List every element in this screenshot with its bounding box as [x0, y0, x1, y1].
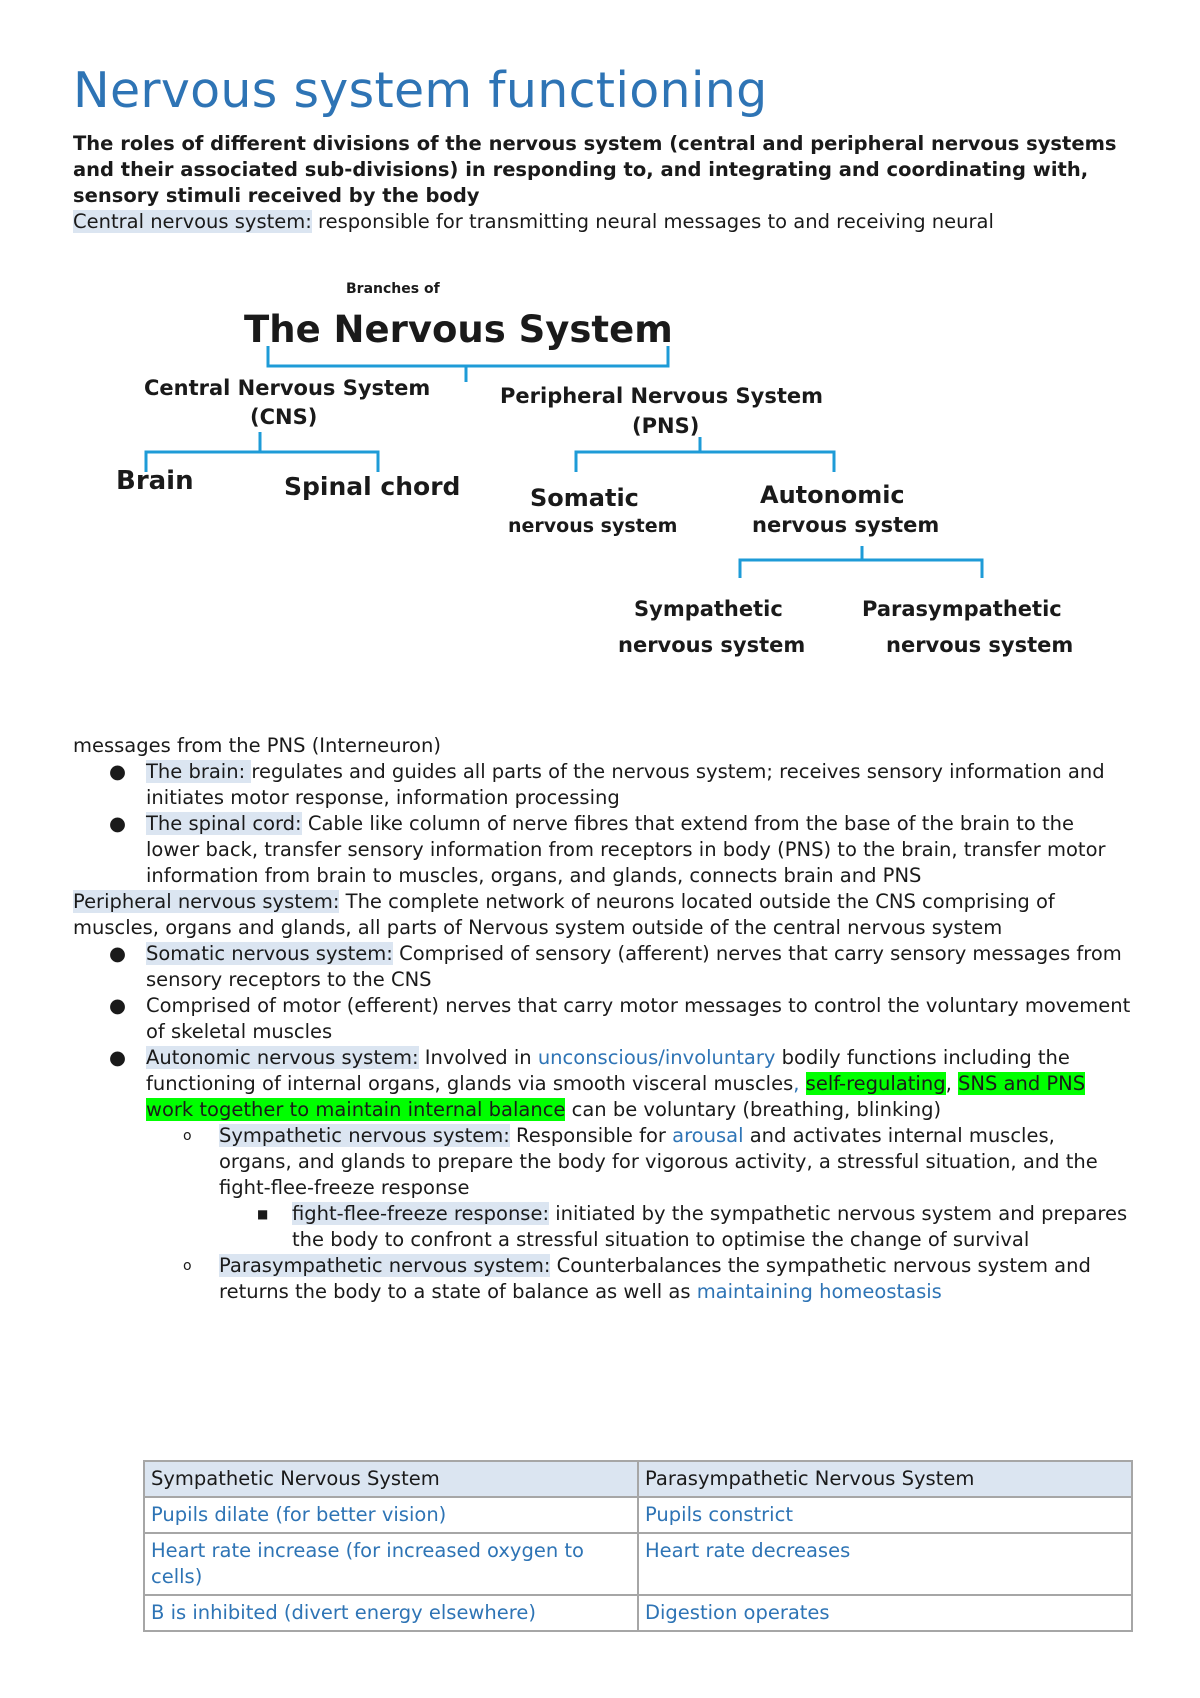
- diagram-sympathetic-2: nervous system: [618, 633, 806, 657]
- brain-text: regulates and guides all parts of the nervous system; receives sensory information and initiates motor response, information processing: [146, 760, 1105, 809]
- page-header: [73, 62, 1133, 235]
- table-row: [144, 1595, 1132, 1631]
- pns-text: The complete network of neurons located outside the CNS comprising of muscles, organs and glands, all parts of Nervous system outside of the central nervous system: [73, 890, 1055, 939]
- table-header-row: [144, 1461, 1132, 1497]
- autonomic-highlight-balance: SNS and PNS work together to maintain internal balance: [146, 1072, 1086, 1121]
- tree-line-pns: [576, 437, 834, 472]
- diagram-somatic-1: Somatic: [530, 484, 639, 512]
- diagram-title: The Nervous System: [244, 308, 673, 351]
- bullet-icon: ●: [109, 994, 127, 1017]
- diagram-pns-abbr: (PNS): [632, 414, 700, 438]
- page-subtitle: The roles of different divisions of the nervous system (central and peripheral nervous systems and their associated sub-divisions) in responding to, and integrating and coordinating with, sensory stimuli received by the body: [73, 131, 1117, 207]
- fff-label: fight-flee-freeze response:: [292, 1202, 550, 1225]
- cns-label: Central nervous system:: [73, 209, 312, 233]
- pns-paragraph: [73, 889, 1133, 941]
- diagram-somatic-2: nervous system: [508, 515, 678, 537]
- diagram-parasympathetic-1: Parasympathetic: [862, 597, 1062, 621]
- pns-label: Peripheral nervous system:: [73, 890, 340, 913]
- cns-paragraph-continued: messages from the PNS (Interneuron): [73, 734, 441, 757]
- table-row: [144, 1497, 1132, 1533]
- table-cell: Heart rate decreases: [638, 1533, 1132, 1595]
- list-item-spinal-cord: [73, 811, 1133, 889]
- somatic-text: Comprised of sensory (afferent) nerves that carry sensory messages from sensory receptors to the CNS: [146, 942, 1122, 991]
- diagram-sympathetic-1: Sympathetic: [634, 597, 783, 621]
- page-title: Nervous system functioning: [73, 62, 768, 119]
- list-item-sympathetic: [73, 1123, 1133, 1201]
- parasympathetic-label: Parasympathetic nervous system:: [219, 1254, 551, 1277]
- spinal-label: The spinal cord:: [146, 812, 302, 835]
- list-item-motor: [73, 993, 1133, 1045]
- comparison-table: [143, 1460, 1133, 1632]
- table-header-cell: Sympathetic Nervous System: [144, 1461, 638, 1497]
- tree-line-autonomic: [740, 546, 982, 578]
- list-item-somatic: [73, 941, 1133, 993]
- diagram-brain: Brain: [116, 466, 194, 496]
- diagram-pns: Peripheral Nervous System: [500, 384, 823, 408]
- autonomic-text-1: Involved in: [418, 1046, 538, 1069]
- diagram-parasympathetic-2: nervous system: [886, 633, 1074, 657]
- sympathetic-text-2: and activates internal muscles, organs, and glands to prepare the body for vigorous activity, a stressful situation, and the fight-flee-freeze response: [219, 1124, 1098, 1199]
- spinal-text: Cable like column of nerve fibres that extend from the base of the brain to the lower back, transfer sensory information from receptors in body (PNS) to the brain, transfer motor information from brain to muscles, organs, and glands, connects brain and PNS: [146, 812, 1106, 887]
- list-item-fight-flee-freeze: [73, 1201, 1133, 1253]
- diagram-spinal: Spinal chord: [284, 472, 461, 501]
- diagram-caption: Branches of: [346, 281, 440, 297]
- table-cell: Heart rate increase (for increased oxygen to cells): [144, 1533, 638, 1595]
- autonomic-text-3: ,: [945, 1072, 958, 1095]
- autonomic-highlight-self-regulating: self-regulating: [805, 1072, 946, 1095]
- bullet-icon: ●: [109, 812, 127, 835]
- autonomic-label: Autonomic nervous system:: [146, 1046, 419, 1069]
- cns-paragraph: [73, 209, 1133, 235]
- autonomic-text-4: can be voluntary (breathing, blinking): [565, 1098, 942, 1121]
- parasympathetic-highlight-homeostasis: maintaining homeostasis: [696, 1280, 942, 1303]
- list-item-autonomic: [73, 1045, 1133, 1123]
- bullet-icon: ●: [109, 1046, 127, 1069]
- notes-body: [73, 733, 1133, 1305]
- sympathetic-text-1: Responsible for: [509, 1124, 673, 1147]
- circle-bullet-icon: o: [183, 1258, 192, 1274]
- bullet-icon: ●: [109, 760, 127, 783]
- table-cell: Pupils dilate (for better vision): [144, 1497, 638, 1533]
- cns-list: [73, 759, 1133, 889]
- list-item-brain: [73, 759, 1133, 811]
- parasympathetic-text: Counterbalances the sympathetic nervous system and returns the body to a state of balance as well as: [219, 1254, 1091, 1303]
- list-item-parasympathetic: [73, 1253, 1133, 1305]
- table-cell: Pupils constrict: [638, 1497, 1132, 1533]
- motor-text: Comprised of motor (efferent) nerves that carry motor messages to control the voluntary movement of skeletal muscles: [146, 994, 1131, 1043]
- table-cell: B is inhibited (divert energy elsewhere): [144, 1595, 638, 1631]
- diagram-autonomic-2: nervous system: [752, 513, 940, 537]
- sympathetic-label: Sympathetic nervous system:: [219, 1124, 510, 1147]
- diagram-autonomic-1: Autonomic: [760, 481, 905, 509]
- table-row: [144, 1533, 1132, 1595]
- autonomic-comma: ,: [793, 1072, 806, 1095]
- autonomic-text-2: bodily functions including the functioning of internal organs, glands via smooth visceral muscles: [146, 1046, 1070, 1095]
- sympathetic-highlight-arousal: arousal: [672, 1124, 744, 1147]
- nervous-system-diagram: [100, 262, 1120, 682]
- pns-list: [73, 941, 1133, 1305]
- bullet-icon: ●: [109, 942, 127, 965]
- autonomic-highlight-involuntary: unconscious/involuntary: [537, 1046, 776, 1069]
- square-bullet-icon: ■: [257, 1207, 269, 1221]
- diagram-cns-abbr: (CNS): [250, 405, 318, 429]
- cns-text-a: responsible for transmitting neural messages to and receiving neural: [311, 209, 994, 233]
- table-header-cell: Parasympathetic Nervous System: [638, 1461, 1132, 1497]
- somatic-label: Somatic nervous system:: [146, 942, 393, 965]
- fff-text: initiated by the sympathetic nervous system and prepares the body to confront a stressful situation to optimise the change of survival: [292, 1202, 1128, 1251]
- brain-label: The brain:: [146, 760, 252, 783]
- table-cell: Digestion operates: [638, 1595, 1132, 1631]
- diagram-cns: Central Nervous System: [144, 376, 431, 400]
- circle-bullet-icon: o: [183, 1128, 192, 1144]
